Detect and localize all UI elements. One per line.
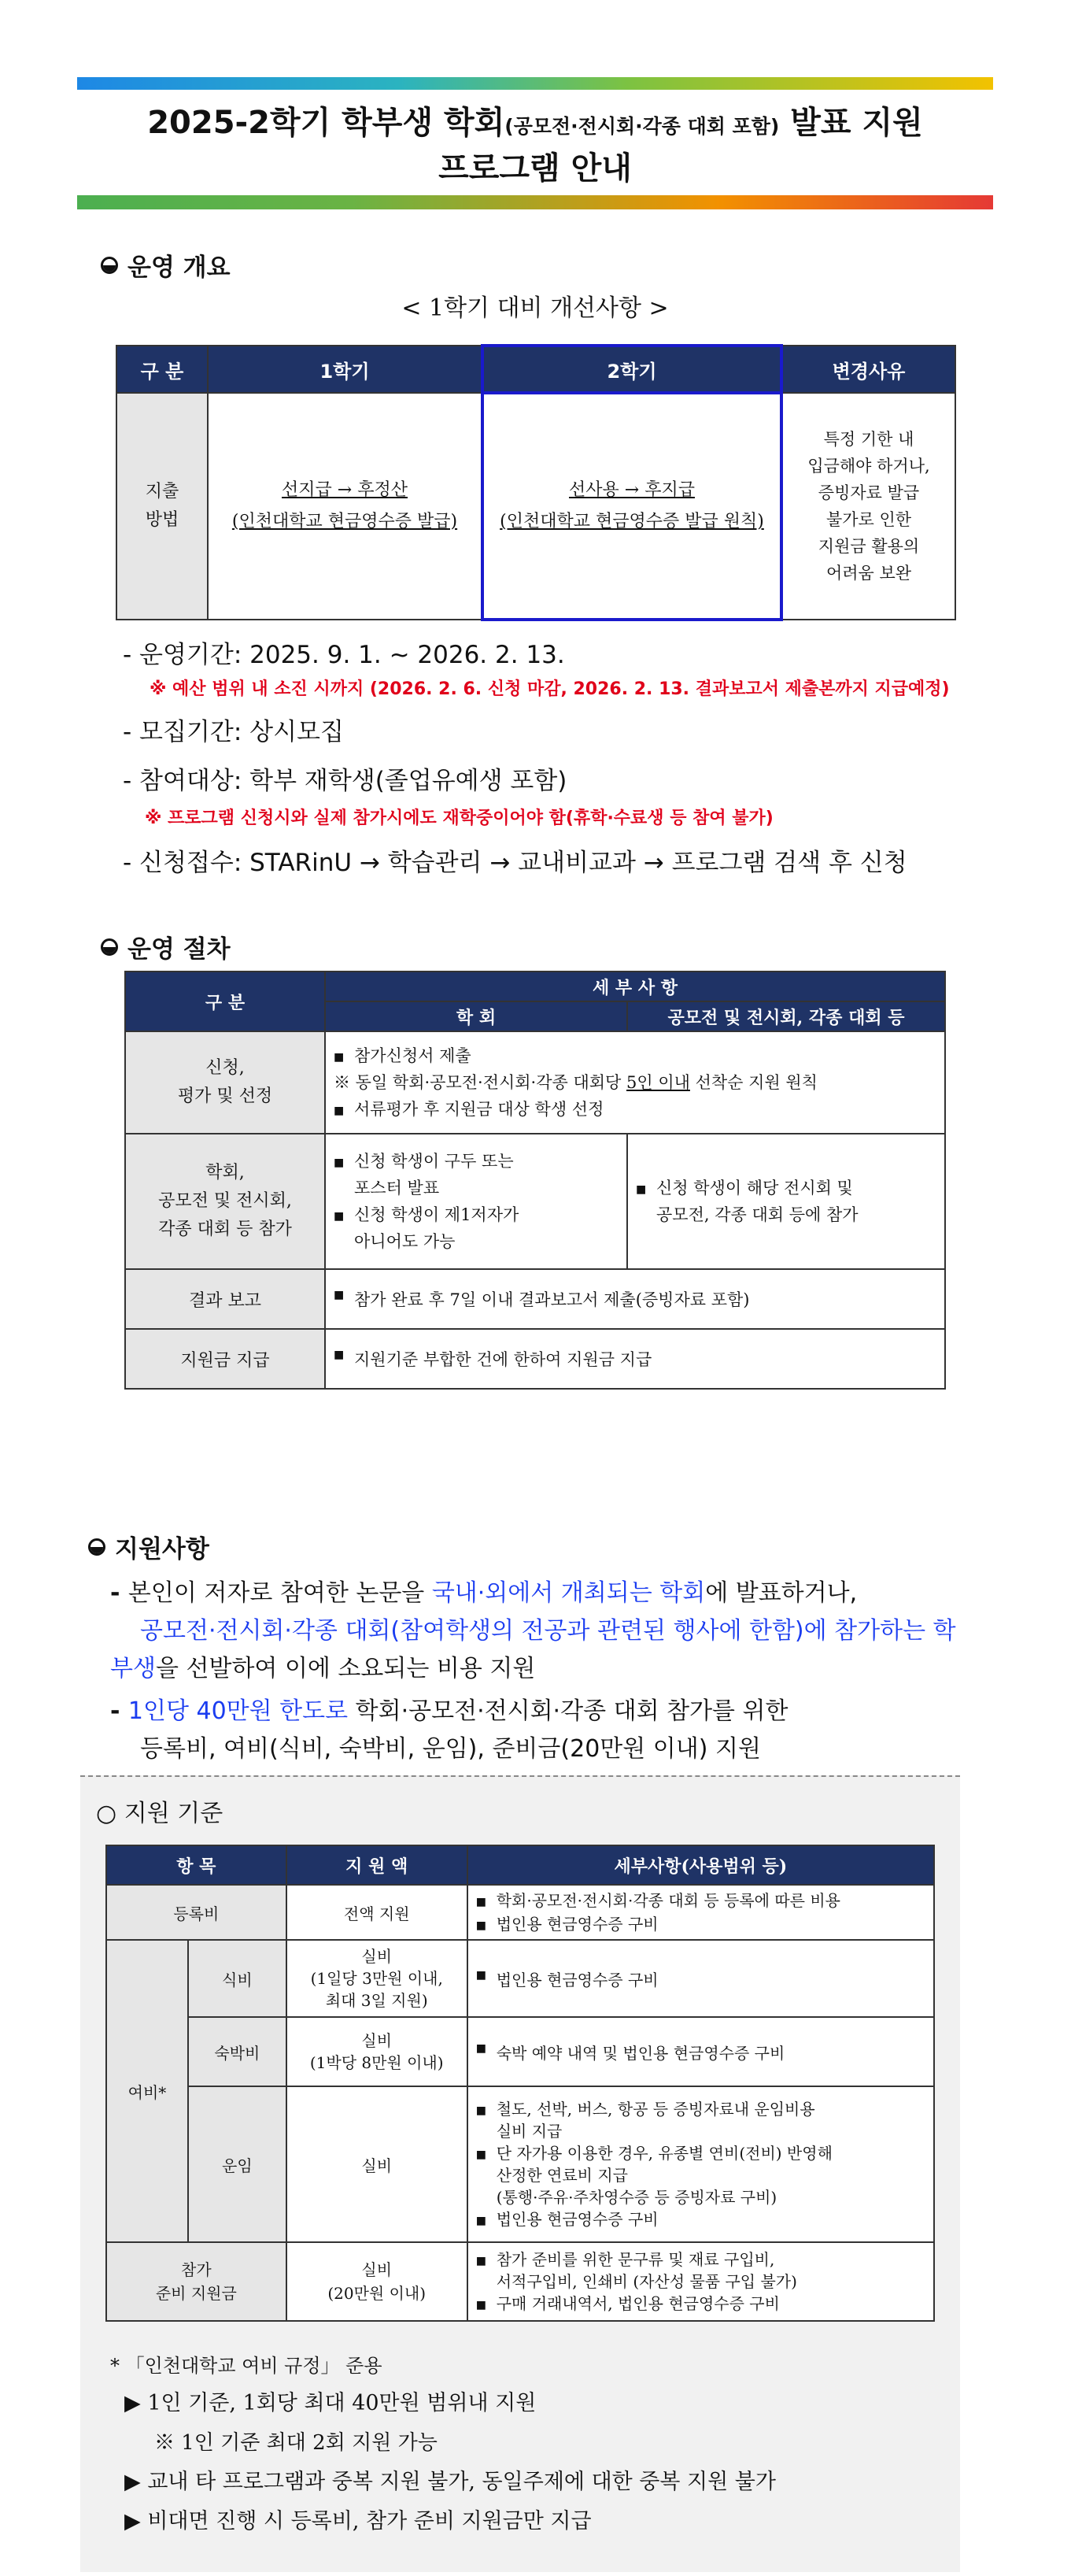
crit-prep-detail: ■ 참가 준비를 위한 문구류 및 재료 구입비, 서적구입비, 인쇄비 (자산성 물품 구입 불가) ■ 구매 거래내역서, 법인용 현금영수증 구비 [467,2242,934,2321]
crit-fare-detail: ■ 철도, 선박, 버스, 항공 등 증빙자료내 운임비용 실비 지급 ■ 단 자가용 이용한 경우, 유종별 연비(전비) 반영해 산정한 연료비 지급 (통행·주유·주차영수증 등 증빙자료 구비) ■ 법인용 현금영수증 구비 [467,2086,934,2242]
crit-reg-amount: 전액 지원 [286,1885,467,1940]
proc-row1-label: 신청, 평가 및 선정 [125,1031,325,1134]
th-sem1: 1학기 [208,346,482,393]
note-no-duplicate: ▶ 교내 타 프로그램과 중복 지원 불가, 동일주제에 대한 중복 지원 불가 [124,2470,776,2494]
procedure-table [124,971,946,1390]
page-title-line2: 프로그램 안내 [438,150,632,187]
proc-row2-label: 학회, 공모전 및 전시회, 각종 대회 등 참가 [125,1134,325,1269]
crit-meal-label: 식비 [188,1940,286,2017]
support-paragraph-2: - 1인당 40만원 한도로 학회·공모전·전시회·각종 대회 참가를 위한 등록비, 여비(식비, 숙박비, 운임), 준비금(20만원 이내) 지원 [110,1697,788,1763]
support-paragraph-1: - 본인이 저자로 참여한 논문을 국내·외에서 개최되는 학회에 발표하거나, 공모전·전시회·각종 대회(참여학생의 전공과 관련된 행사에 한함)에 참가하는 학부생을 선발하여 이에 소요되는 비용 지원 [110,1579,956,1682]
crit-lodge-amount: 실비 (1박당 8만원 이내) [286,2017,467,2086]
proc-row2-contest: ■ 신청 학생이 해당 전시회 및 공모전, 각종 대회 등에 참가 [627,1134,945,1269]
note-travel-rule: * 「인천대학교 여비 규정」 준용 [110,2355,382,2377]
period-note: ※ 예산 범위 내 소진 시까지 (2026. 2. 6. 신청 마감, 2026. 2. 13. 결과보고서 제출본까지 지급예정) [150,679,950,699]
half-circle-icon [88,1538,105,1556]
application-route: - 신청접수: STARinU → 학습관리 → 교내비교과 → 프로그램 검색 후 신청 [123,849,907,877]
title-paren: (공모전·전시회·각종 대회 포함) [504,115,780,138]
title-tail: 발표 지원 [779,105,923,141]
th-category: 구 분 [116,346,208,393]
proc-th-detail: 세 부 사 항 [325,972,945,1001]
note-max-count: ※ 1인 기준 최대 2회 지원 가능 [154,2431,438,2455]
overview-heading: 운영 개요 [101,247,231,283]
support-heading: 지원사항 [88,1529,209,1564]
title-bottom-bar [77,195,993,209]
proc-th-contest: 공모전 및 전시회, 각종 대회 등 [627,1001,945,1031]
crit-meal-amount: 실비 (1일당 3만원 이내, 최대 3일 지원) [286,1940,467,2017]
crit-lodge-detail: ■ 숙박 예약 내역 및 법인용 현금영수증 구비 [467,2017,934,2086]
operation-period: - 운영기간: 2025. 9. 1. ~ 2026. 2. 13. [123,641,565,669]
sem1-method: 선지급 → 후정산 (인천대학교 현금영수증 발급) [208,393,482,620]
procedure-heading: 운영 절차 [101,929,231,964]
page-title [77,101,993,149]
crit-prep-label: 참가 준비 지원금 [106,2242,286,2321]
crit-prep-amount: 실비 (20만원 이내) [286,2242,467,2321]
note-limit: ▶ 1인 기준, 1회당 최대 40만원 범위내 지원 [124,2391,537,2415]
proc-row2-conference: ■ 신청 학생이 구두 또는 포스터 발표 ■ 신청 학생이 제1저자가 아니어도 가능 [325,1134,627,1269]
criteria-table [105,1845,935,2322]
crit-fare-amount: 실비 [286,2086,467,2242]
note-remote: ▶ 비대면 진행 시 등록비, 참가 준비 지원금만 지급 [124,2509,592,2533]
row-label-spending: 지출 방법 [116,393,208,620]
crit-meal-detail: ■ 법인용 현금영수증 구비 [467,1940,934,2017]
target-participants: - 참여대상: 학부 재학생(졸업유예생 포함) [123,767,567,795]
crit-reg-detail: ■ 학회·공모전·전시회·각종 대회 등 등록에 따른 비용 ■ 법인용 현금영수증 구비 [467,1885,934,1940]
target-note: ※ 프로그램 신청시와 실제 참가시에도 재학중이어야 함(휴학·수료생 등 참여 불가) [145,809,774,828]
proc-row3-label: 결과 보고 [125,1269,325,1329]
half-circle-icon [101,938,118,956]
crit-th-item: 항 목 [106,1845,286,1885]
criteria-heading: ○ 지원 기준 [96,1800,223,1827]
proc-row1-detail: ■ 참가신청서 제출 ※ 동일 학회·공모전·전시회·각종 대회당 5인 이내 선착순 지원 원칙 ■ 서류평가 후 지원금 대상 학생 선정 [325,1031,945,1134]
comparison-table [116,344,956,621]
crit-th-detail: 세부사항(사용범위 등) [467,1845,934,1885]
proc-row4-label: 지원금 지급 [125,1329,325,1389]
proc-th-category: 구 분 [125,972,325,1031]
crit-th-amount: 지 원 액 [286,1845,467,1885]
crit-reg-label: 등록비 [106,1885,286,1940]
th-reason: 변경사유 [781,346,955,393]
recruit-period: - 모집기간: 상시모집 [123,718,344,746]
title-top-bar [77,77,993,90]
proc-row3-detail: ■ 참가 완료 후 7일 이내 결과보고서 제출(증빙자료 포함) [325,1269,945,1329]
half-circle-icon [101,257,118,274]
th-sem2: 2학기 [482,346,781,393]
crit-fare-label: 운임 [188,2086,286,2242]
crit-travel-label: 여비* [106,1940,188,2242]
proc-row1-note: ※ 동일 학회·공모전·전시회·각종 대회당 5인 이내 선착순 지원 원칙 [334,1073,818,1092]
sem2-method: 선사용 → 후지급 (인천대학교 현금영수증 발급 원칙) [482,393,781,620]
change-reason: 특정 기한 내 입금해야 하거나, 증빙자료 발급 불가로 인한 지원금 활용의 어려움 보완 [781,393,955,620]
proc-th-conference: 학 회 [325,1001,627,1031]
proc-row4-detail: ■ 지원기준 부합한 건에 한하여 지원금 지급 [325,1329,945,1389]
overview-subtitle: < 1학기 대비 개선사항 > [401,294,669,322]
title-main: 2025-2학기 학부생 학회 [147,105,505,141]
crit-lodge-label: 숙박비 [188,2017,286,2086]
